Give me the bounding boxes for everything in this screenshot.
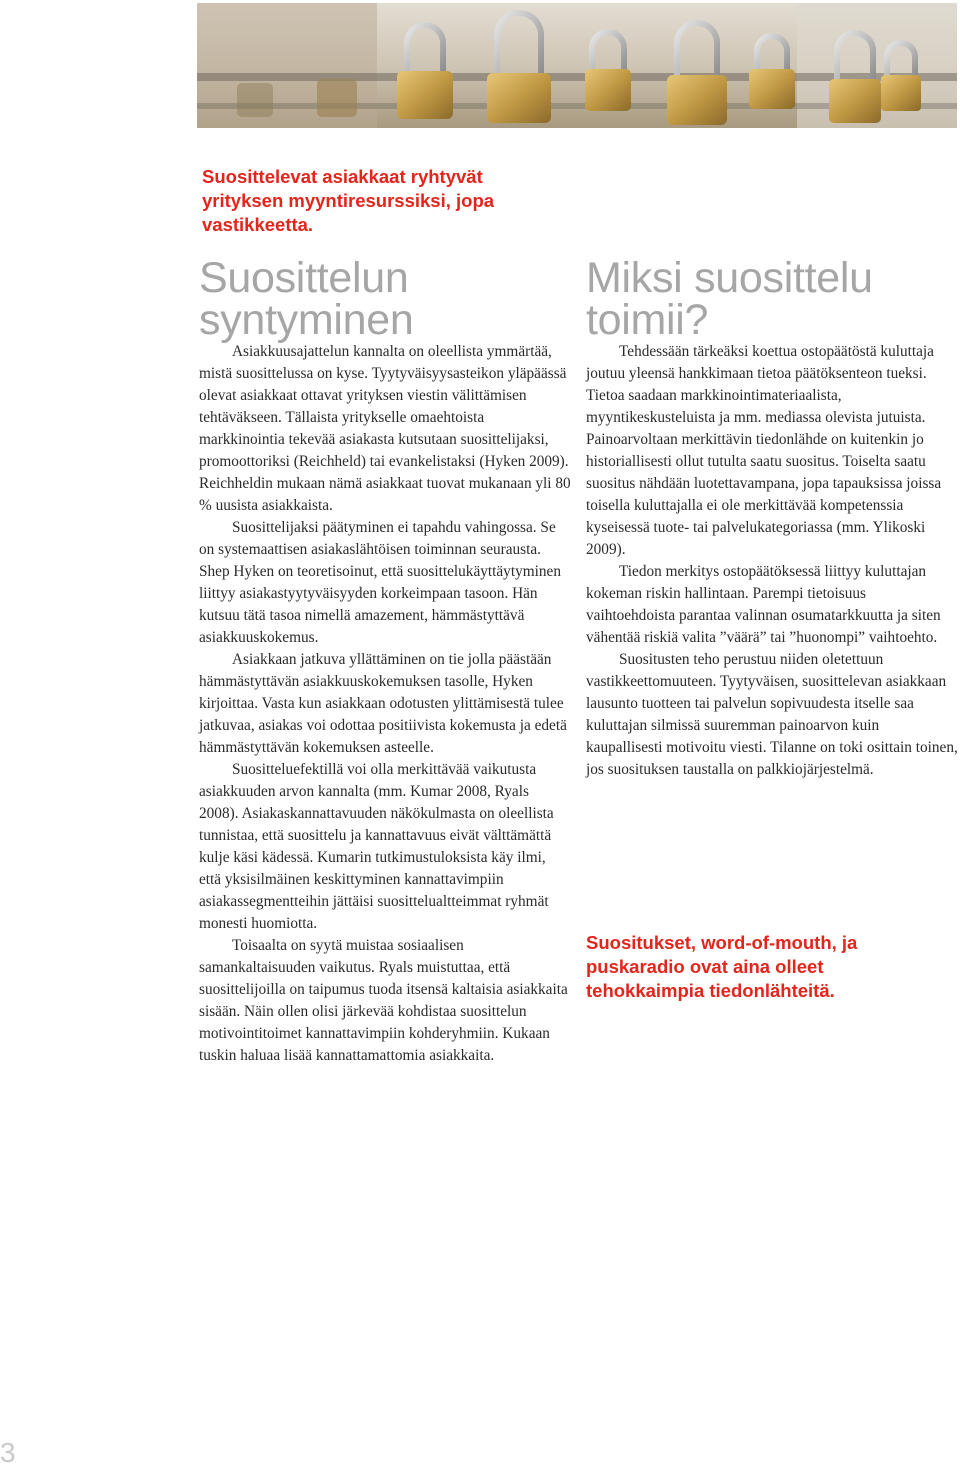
- paragraph: Suositusten teho perustuu niiden oletettuun vastikkeettomuuteen. Tyytyväisen, suosittelevan asiakkaan lausunto tuotteen tai palvelun sopivuudesta itselle saa kuluttajan silmissä suuremman painoarvon kuin kaupallisesti motivoitu viesti. Tilanne on toki osittain toinen, jos suosituksen taustalla on palkkiojärjestelmä.: [586, 651, 958, 778]
- paragraph: Asiakkuusajattelun kannalta on oleellista ymmärtää, mistä suosittelussa on kyse. Tyytyväisyysasteikon yläpäässä olevat asiakkaat ottavat yrityksen viestin välittämisen tehtäväkseen. Tällaista yritykselle omaehtoista markkinointia tekevää asiakasta kutsutaan suosittelijaksi, promoottoriksi (Reichheld) tai evankelistaksi (Hyken 2009). Reichheldin mukaan nämä asiakkaat tuovat mukanaan yli 80 % uusista asiakkaista.: [199, 343, 571, 514]
- paragraph: Tiedon merkitys ostopäätöksessä liittyy kuluttajan kokeman riskin hallintaan. Parempi tietoisuus vaihtoehdoista parantaa valinnan osumatarkkuutta ja siten vähentää riskiä valita ”väärä” tai ”huonompi” vaihtoehto.: [586, 563, 941, 646]
- padlocks-photo-icon: [197, 3, 957, 128]
- page-number: 3: [0, 1437, 16, 1468]
- paragraph: Suosittelijaksi päätyminen ei tapahdu vahingossa. Se on systemaattisen asiakaslähtöisen toiminnan seurausta. Shep Hyken on teoretisoinut, että suosittelukäyttäytyminen liittyy asiakastyytyväisyyden korkeimpaan tasoon. Hän kutsuu tätä tasoa nimellä amazement, hämmästyttävä asiakkuuskokemus.: [199, 519, 561, 646]
- paragraph: Suositteluefektillä voi olla merkittävää vaikutusta asiakkuuden arvon kannalta (mm. Kumar 2008, Ryals 2008). Asiakaskannattavuuden näkökulmasta on oleellista tunnistaa, että suosittelu ja kannattavuus eivät välttämättä kulje käsi kädessä. Kumarin tutkimustuloksista käy ilmi, että yksisilmäinen keskittyminen kannattavimpiin asiakassegmentteihin jättäisi suosittelualtteimmat ryhmät monesti huomiotta.: [199, 761, 554, 932]
- padlocks-photo: [197, 3, 957, 128]
- left-column-body: [199, 341, 571, 1067]
- section-heading-miksi-suosittelu-toimii: Miksi suosittelu toimii?: [586, 254, 873, 344]
- right-column-body: [586, 341, 958, 781]
- paragraph: Asiakkaan jatkuva yllättäminen on tie jolla päästään hämmästyttävän asiakkuuskokemuksen tasolle, Hyken kirjoittaa. Vasta kun asiakkaan odotusten ylittämisestä tulee jatkuvaa, asiakas voi odottaa positiivista kokemusta ja edetä hämmästyttävän kokemuksen asteelle.: [199, 651, 567, 756]
- pullquote-top: Suosittelevat asiakkaat ryhtyvät yrityksen myyntiresurssiksi, jopa vastikkeetta.: [202, 166, 495, 235]
- section-heading-suosittelun-syntyminen: Suosittelun syntyminen: [199, 254, 414, 344]
- pullquote-bottom: Suositukset, word-of-mouth, ja puskaradio ovat aina olleet tehokkaimpia tiedonlähteitä.: [586, 932, 858, 1001]
- paragraph: Tehdessään tärkeäksi koettua ostopäätöstä kuluttaja joutuu yleensä hankkimaan tietoa päätöksenteon tueksi. Tietoa saadaan markkinointimateriaalista, myyntikeskusteluista ja mm. mediassa olevista jutuista. Painoarvoltaan merkittävin tiedonlähde on kuitenkin jo historiallisesti ollut tutulta saatu suositus. Toiselta saatu suositus nähdään luotettavampana, jopa tapauksissa joissa toisella kuluttajalla ei ole merkittävää kompetenssia kyseisessä tuote- tai palvelukategoriassa (mm. Ylikoski 2009).: [586, 343, 942, 558]
- paragraph: Toisaalta on syytä muistaa sosiaalisen samankaltaisuuden vaikutus. Ryals muistuttaa, että suosittelijoilla on taipumus tuoda itsensä kaltaisia asiakkaita sisään. Näin ollen olisi järkevää kohdistaa suosittelun motivointitoimet kannattavimpiin kohderyhmiin. Kukaan tuskin haluaa lisää kannattamattomia asiakkaita.: [199, 937, 568, 1064]
